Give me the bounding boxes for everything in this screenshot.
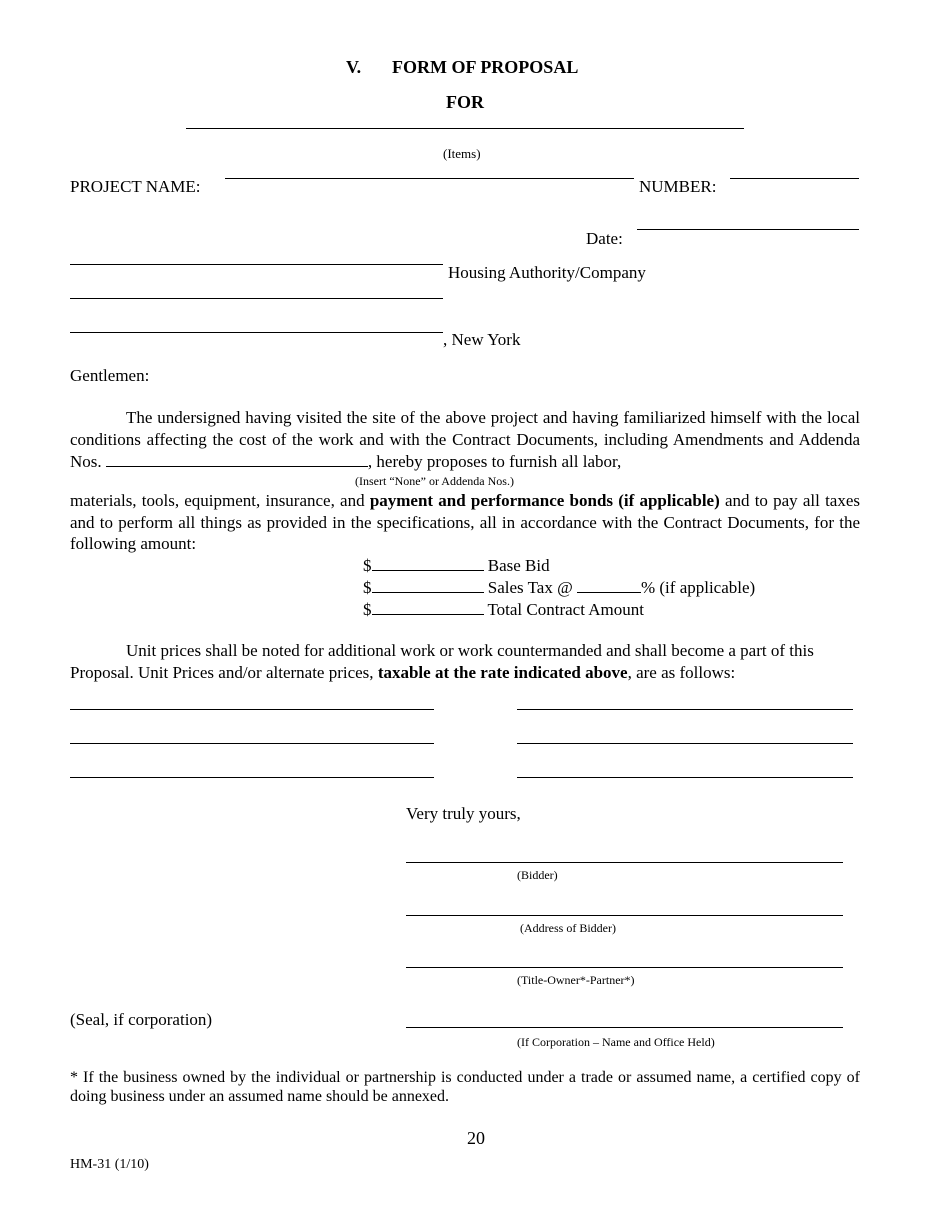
project-name-label: PROJECT NAME:	[70, 177, 201, 196]
closing: Very truly yours,	[406, 804, 521, 823]
unit-prices-bold: taxable at the rate indicated above	[377, 662, 628, 682]
unit-price-blank-left-1[interactable]	[70, 709, 434, 710]
unit-prices-paragraph	[70, 640, 860, 683]
addenda-blank[interactable]	[106, 450, 368, 467]
address-line-blank[interactable]	[70, 298, 443, 299]
salutation: Gentlemen:	[70, 366, 150, 385]
form-id: HM-31 (1/10)	[70, 1157, 149, 1172]
base-bid-label: Base Bid	[487, 556, 550, 575]
currency-symbol: $	[363, 556, 372, 575]
sales-tax-label: Sales Tax @	[487, 578, 573, 597]
bidder-address-caption: (Address of Bidder)	[520, 921, 616, 935]
date-blank[interactable]	[637, 229, 859, 230]
proposal-paragraph-2-start: materials, tools, equipment, insurance, and	[70, 491, 365, 510]
housing-authority-blank[interactable]	[70, 264, 443, 265]
proposal-paragraph-1-text: The undersigned having visited the site of the above project and having familiarized himself with the local conditions affecting the cost of the work and with the Contract Documents, including Amendments and Addenda Nos.	[70, 408, 860, 471]
footnote-text: * If the business owned by the individual or partnership is conducted under a trade or assumed name, a certified copy of doing business under an assumed name should be annexed.	[70, 1069, 860, 1105]
proposal-paragraph-2-end: and to pay all taxes and to perform all things as provided in the specifications, all in accordance with the Contract Documents, for the following amount:	[70, 491, 860, 553]
new-york-label: , New York	[443, 330, 521, 349]
proposal-paragraph-1	[70, 407, 860, 473]
page-title: FORM OF PROPOSAL	[392, 57, 579, 77]
corporation-blank[interactable]	[406, 1027, 843, 1028]
unit-prices-end: , are as follows:	[627, 662, 736, 682]
unit-price-blank-right-2[interactable]	[517, 743, 853, 744]
sales-tax-rate-blank[interactable]	[577, 576, 641, 593]
section-number: V.	[346, 57, 362, 77]
currency-symbol: $	[363, 578, 372, 597]
sales-tax-amount-blank[interactable]	[372, 576, 484, 593]
footnote	[70, 1068, 860, 1106]
for-label: FOR	[446, 92, 484, 112]
bidder-caption: (Bidder)	[517, 868, 558, 882]
page-number: 20	[467, 1128, 485, 1148]
housing-authority-label: Housing Authority/Company	[448, 263, 646, 282]
bidder-address-blank[interactable]	[406, 915, 843, 916]
unit-price-blank-right-1[interactable]	[517, 709, 853, 710]
project-name-blank[interactable]	[225, 178, 634, 179]
unit-prices-text: Unit prices shall be noted for additional work or work countermanded and shall become a part of this Proposal. Unit Prices and/or alternate prices,	[70, 641, 814, 682]
unit-price-blank-left-2[interactable]	[70, 743, 434, 744]
base-bid-blank[interactable]	[372, 554, 484, 571]
sales-tax-suffix: % (if applicable)	[640, 578, 756, 597]
unit-price-blank-left-3[interactable]	[70, 777, 434, 778]
corporation-caption: (If Corporation – Name and Office Held)	[517, 1035, 715, 1049]
proposal-paragraph-1-end: , hereby proposes to furnish all labor,	[367, 452, 622, 471]
total-row	[363, 598, 644, 620]
title-caption: (Title-Owner*-Partner*)	[517, 973, 635, 987]
proposal-paragraph-2	[70, 490, 860, 555]
bonds-clause: payment and performance bonds (if applicable)	[369, 491, 720, 510]
items-blank-line[interactable]	[186, 128, 744, 129]
city-blank[interactable]	[70, 332, 443, 333]
addenda-caption: (Insert “None” or Addenda Nos.)	[355, 474, 514, 488]
items-caption: (Items)	[443, 146, 481, 161]
bidder-blank[interactable]	[406, 862, 843, 863]
base-bid-row	[363, 554, 550, 576]
title-blank[interactable]	[406, 967, 843, 968]
total-label: Total Contract Amount	[487, 600, 644, 619]
currency-symbol: $	[363, 600, 372, 619]
unit-price-blank-right-3[interactable]	[517, 777, 853, 778]
date-label: Date:	[586, 229, 623, 248]
seal-label: (Seal, if corporation)	[70, 1010, 213, 1029]
total-amount-blank[interactable]	[372, 598, 484, 615]
sales-tax-row	[363, 576, 755, 598]
project-number-label: NUMBER:	[639, 177, 717, 196]
project-number-blank[interactable]	[730, 178, 859, 179]
